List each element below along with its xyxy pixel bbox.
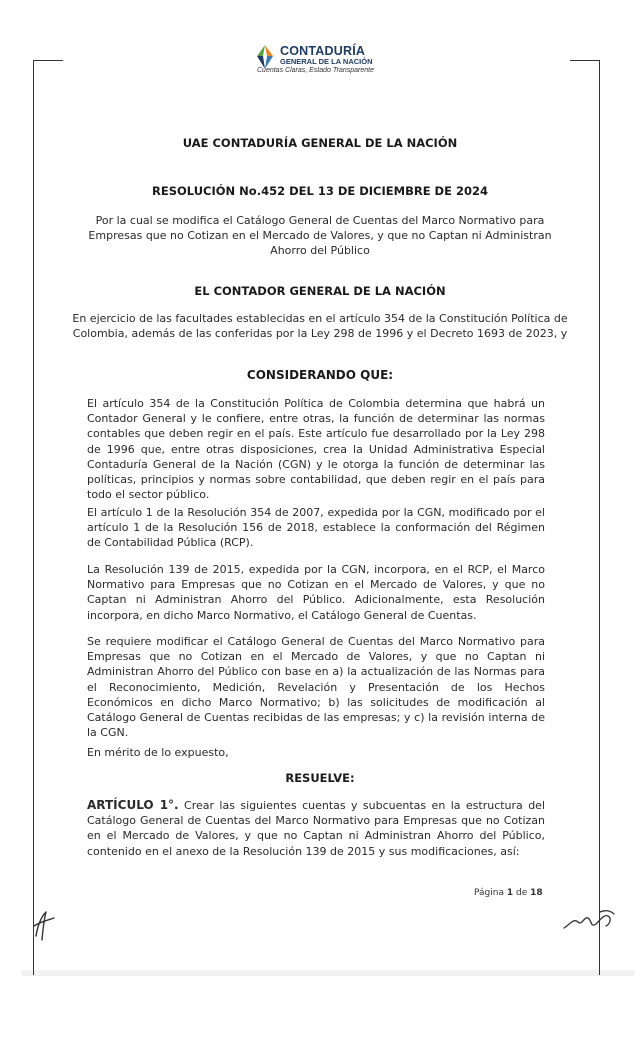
initials-right: [560, 904, 620, 934]
page-frame-left-top: [33, 60, 63, 61]
logo-tagline: Cuentas Claras, Estado Transparente: [257, 67, 374, 74]
page-frame-right-top: [570, 60, 600, 61]
article-1-label: ARTÍCULO 1°.: [87, 798, 179, 812]
resolves-heading: RESUELVE:: [285, 771, 355, 785]
considering-heading: CONSIDERANDO QUE:: [246, 368, 394, 382]
cgn-logo: [254, 44, 394, 80]
consideration-2: El artículo 1 de la Resolución 354 de 2007, expedida por la CGN, modificado por el artículo 1 de la Resolución 156 de 2018, establece la conformación del Régimen de Contabilidad Pública (RCP).: [87, 506, 545, 550]
article-1: [87, 798, 545, 859]
consideration-1: El artículo 354 de la Constitución Política de Colombia determina que habrá un Contador General y le confiere, entre otras, la función de determinar las normas contables que deben regir en el país. Este artículo fue desarrollado por la Ley 298 de 1996 que, entre otras disposiciones, crea la Unidad Administrativa Especial Contaduría General de la Nación (CGN) y le otorga la función de determinar las políticas, principios y normas sobre contabilidad, que deben regir en el país para todo el sector público.: [87, 397, 545, 502]
page-label: Página: [474, 888, 504, 898]
merit-statement: En mérito de lo expuesto,: [87, 746, 229, 759]
logo-title: CONTADURÍA: [280, 44, 366, 58]
page-number: [474, 888, 543, 898]
resolution-title: RESOLUCIÓN No.452 DEL 13 DE DICIEMBRE DE 2024: [152, 184, 488, 198]
consideration-4: Se requiere modificar el Catálogo General de Cuentas del Marco Normativo para Empresas que no Cotizan en el Mercado de Valores, y que no Captan ni Administran Ahorro del Público con base en a) la actualización de las Normas para el Reconocimiento, Medición, Revelación y Presentación de los Hechos Económicos en dicho Marco Normativo; b) las solicitudes de modificación al Catálogo General de Cuentas recibidas de las empresas; y c) la revisión interna de la CGN.: [87, 635, 545, 740]
page-of: de: [516, 888, 528, 898]
page-frame-left: [33, 60, 34, 975]
page-frame-right: [599, 60, 600, 975]
signer-title: EL CONTADOR GENERAL DE LA NACIÓN: [194, 284, 446, 298]
consideration-3: La Resolución 139 de 2015, expedida por la CGN, incorpora, en el RCP, el Marco Normativo para Empresas que no Cotizan en el Mercado de Valores, y que no Captan ni Administran Ahorro del Público. Adicionalmente, esta Resolución incorpora, en dicho Marco Normativo, el Catálogo General de Cuentas.: [87, 563, 545, 622]
initials-left: [30, 906, 60, 946]
article-1-text: Crear las siguientes cuentas y subcuentas en la estructura del Catálogo General de Cuentas del Marco Normativo para Empresas que no Cotizan en el Mercado de Valores, y que no Captan ni Administran Ahorro del Público, contenido en el anexo de la Resolución 139 de 2015 y sus modificaciones, así:: [87, 799, 545, 858]
logo-subtitle: GENERAL DE LA NACIÓN: [280, 57, 373, 66]
scan-shadow: [22, 970, 634, 976]
powers-statement: En ejercicio de las facultades establecidas en el artículo 354 de la Constitución Política de Colombia, además de las conferidas por la Ley 298 de 1996 y el Decreto 1693 de 2023, y: [72, 312, 568, 340]
page-total: 18: [530, 888, 543, 898]
page-current: 1: [506, 888, 514, 898]
entity-heading: UAE CONTADURÍA GENERAL DE LA NACIÓN: [182, 136, 458, 150]
resolution-purpose: Por la cual se modifica el Catálogo General de Cuentas del Marco Normativo para Empresas que no Cotizan en el Mercado de Valores, y que no Captan ni Administran Ahorro del Público: [88, 214, 552, 257]
